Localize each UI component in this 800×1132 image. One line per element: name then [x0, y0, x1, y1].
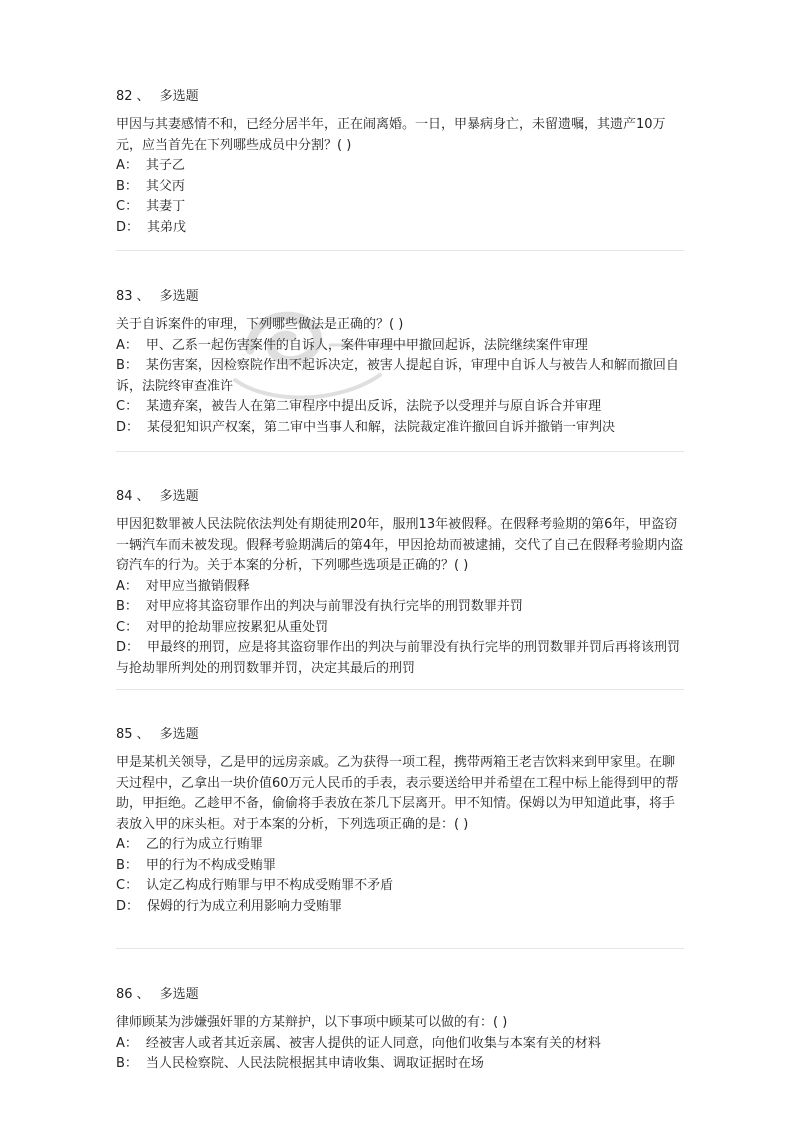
option-label: A：: [116, 837, 138, 852]
question-number: 84: [116, 489, 133, 504]
option-label: A：: [116, 337, 138, 353]
option-label: A：: [116, 1035, 138, 1051]
option-text: 某侵犯知识产权案，第二审中当事人和解，法院裁定准许撤回自诉并撤销一审判决: [147, 419, 616, 435]
question-type: 多选题: [159, 987, 199, 1002]
question-type: 多选题: [159, 289, 199, 304]
option-text: 乙的行为成立行贿罪: [145, 837, 263, 852]
option-text: 某遗弃案，被告人在第二审程序中提出反诉，法院予以受理并与原自诉合并审理: [146, 399, 602, 414]
question-separator: 、: [136, 489, 150, 504]
option-text: 甲的行为不构成受贿罪: [145, 857, 276, 873]
question-number: 83: [116, 289, 133, 304]
option-text: 保姆的行为成立利用影响力受贿罪: [147, 898, 343, 914]
option-c: [116, 618, 686, 639]
question-header: [116, 985, 686, 1005]
option-text: 认定乙构成行贿罪与甲不构成受贿罪不矛盾: [146, 878, 394, 893]
question-number: 85: [116, 727, 133, 742]
question-header: [116, 287, 686, 307]
question-number: 82: [116, 89, 133, 104]
divider: [116, 451, 684, 452]
option-text: 其妻丁: [146, 199, 186, 214]
question-header: [116, 725, 686, 745]
option-text: 甲、乙系一起伤害案件的自诉人，案件审理中甲撤回起诉，法院继续案件审理: [145, 337, 588, 353]
option-label: B：: [116, 358, 138, 373]
option-text: 某伤害案，因检察院作出不起诉决定，被害人提起自诉，审理中自诉人与被告人和解而撤回自诉，法院终审查准许: [116, 358, 679, 394]
question-number: 86: [116, 987, 133, 1002]
option-d: [116, 218, 686, 239]
question-type: 多选题: [159, 89, 199, 104]
question-84: [116, 487, 686, 679]
option-a: [116, 336, 686, 357]
option-d: [116, 897, 686, 918]
option-label: B：: [116, 857, 138, 873]
option-b: [116, 597, 686, 618]
option-label: C：: [116, 199, 139, 214]
option-text: 其子乙: [145, 158, 185, 173]
question-separator: 、: [136, 727, 150, 742]
option-label: A：: [116, 578, 138, 594]
option-label: B：: [116, 1056, 138, 1071]
option-a: [116, 156, 686, 177]
question-stem: 甲是某机关领导，乙是甲的远房亲戚。乙为获得一项工程，携带两箱王老吉饮料来到甲家里。在聊天过程中，乙拿出一块价值60万元人民币的手表，表示要送给甲并希望在工程中标上能得到甲的帮助，甲拒绝。乙趁甲不备，偷偷将手表放在茶几下层离开。甲不知情。保姆以为甲知道此事，将手表放入甲的床头柜。对于本案的分析，下列选项正确的是：( ): [116, 755, 679, 832]
question-82: [116, 87, 686, 238]
question-separator: 、: [136, 89, 150, 104]
option-label: C：: [116, 399, 139, 414]
option-b: [116, 177, 686, 198]
option-b: [116, 856, 686, 877]
option-a: [116, 835, 686, 856]
option-a: [116, 577, 686, 598]
question-stem: 甲因犯数罪被人民法院依法判处有期徒刑20年，服刑13年被假释。在假释考验期的第6年，甲盗窃一辆汽车而未被发现。假释考验期满后的第4年，甲因抢劫而被逮捕，交代了自己在假释考验期内盗窃汽车的行为。关于本案的分析，下列哪些选项是正确的？( ): [116, 517, 684, 573]
option-b: [116, 1054, 686, 1075]
option-label: D：: [116, 640, 140, 655]
option-label: D：: [116, 898, 140, 914]
option-text: 甲最终的刑罚，应是将其盗窃罪作出的判决与前罪没有执行完毕的刑罚数罪并罚后再将该刑罚与抢劫罪所判处的刑罚数罪并罚，决定其最后的刑罚: [116, 640, 681, 676]
question-83: [116, 287, 686, 438]
divider: [116, 689, 684, 690]
question-type: 多选题: [159, 489, 199, 504]
option-d: [116, 418, 686, 439]
question-stem: 甲因与其妻感情不和，已经分居半年，正在闹离婚。一日，甲暴病身亡，未留遗嘱，其遗产10万元，应当首先在下列哪些成员中分割？( ): [116, 117, 666, 153]
question-85: [116, 725, 686, 917]
option-text: 对甲的抢劫罪应按累犯从重处罚: [146, 619, 329, 635]
question-type: 多选题: [159, 727, 199, 742]
divider: [116, 250, 684, 251]
option-c: [116, 397, 686, 418]
option-a: [116, 1034, 686, 1055]
divider: [116, 948, 684, 949]
option-b: [116, 356, 686, 397]
option-label: A：: [116, 158, 138, 173]
option-d: [116, 638, 686, 679]
option-label: D：: [116, 419, 140, 435]
option-c: [116, 197, 686, 218]
question-86: [116, 985, 686, 1075]
option-c: [116, 876, 686, 897]
option-text: 对甲应当撤销假释: [145, 578, 250, 594]
option-label: C：: [116, 619, 139, 635]
option-text: 其弟戊: [147, 219, 187, 235]
option-text: 经被害人或者其近亲属、被害人提供的证人同意，向他们收集与本案有关的材料: [145, 1035, 601, 1051]
question-header: [116, 87, 686, 107]
option-label: B：: [116, 599, 138, 614]
option-label: D：: [116, 219, 140, 235]
option-text: 当人民检察院、人民法院根据其申请收集、调取证据时在场: [145, 1056, 484, 1071]
question-stem: 关于自诉案件的审理，下列哪些做法是正确的？( ): [116, 317, 404, 332]
option-text: 对甲应将其盗窃罪作出的判决与前罪没有执行完毕的刑罚数罪并罚: [145, 599, 523, 614]
question-separator: 、: [136, 289, 150, 304]
question-header: [116, 487, 686, 507]
question-separator: 、: [136, 987, 150, 1002]
question-stem: 律师顾某为涉嫌强奸罪的方某辩护，以下事项中顾某可以做的有：( ): [116, 1015, 508, 1030]
option-text: 其父丙: [145, 178, 185, 194]
option-label: B：: [116, 178, 138, 194]
option-label: C：: [116, 878, 139, 893]
